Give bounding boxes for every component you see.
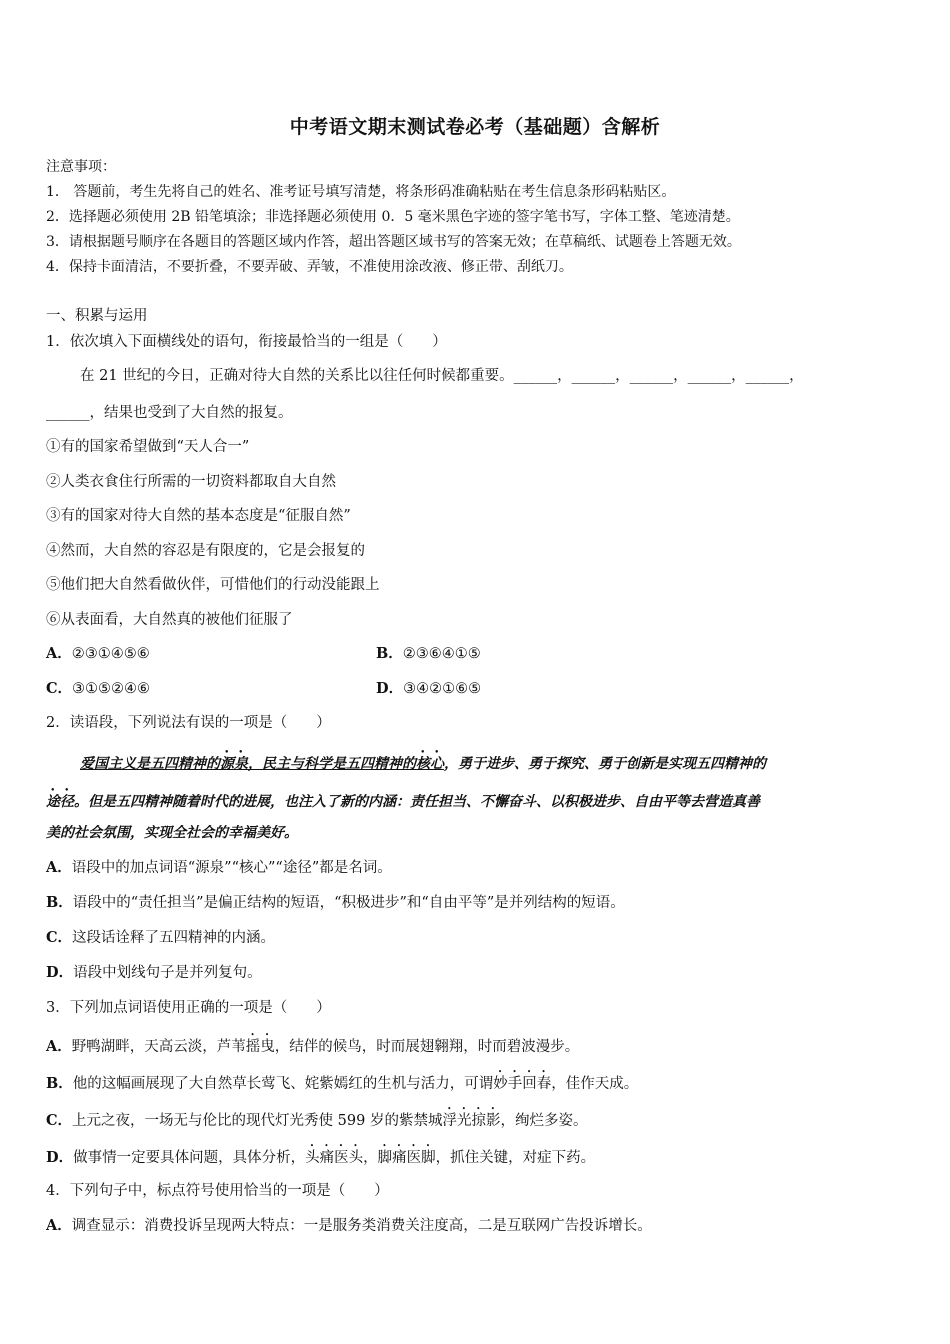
q1-option-b[interactable]: [376, 642, 481, 663]
passage-text: ，民主与科学是五四精神的: [248, 756, 416, 772]
option-text: ，佳作天成。: [551, 1076, 639, 1092]
q2-passage-line-2: [46, 785, 906, 811]
option-label: A．: [46, 859, 72, 876]
q1-item-5: ⑤他们把大自然看做伙伴，可惜他们的行动没能跟上: [46, 577, 380, 593]
q2-option-a[interactable]: [46, 856, 906, 877]
option-text: 调查显示：消费投诉呈现两大特点：一是服务类消费关注度高，二是互联网广告投诉增长。: [71, 1218, 652, 1234]
q4-option-a[interactable]: [46, 1214, 906, 1235]
dotted-word: 头痛医头: [305, 1150, 364, 1166]
q2-option-d[interactable]: [46, 961, 906, 982]
option-label: B．: [46, 894, 73, 911]
passage-text: ，勇于进步、勇于探究、勇于创新是实现五四精神的: [444, 756, 766, 772]
q1-item-6: ⑥从表面看，大自然真的被他们征服了: [46, 612, 293, 628]
option-label: D．: [46, 1149, 74, 1166]
option-text: ，结伴的候鸟，时而展翅翱翔，时而碧波漫步。: [274, 1039, 580, 1055]
dotted-word-core: 核心: [416, 756, 444, 772]
dotted-word-source: 源泉: [220, 756, 248, 772]
option-text: 做事情一定要具体问题，具体分析，: [73, 1150, 306, 1166]
q2-option-c[interactable]: [46, 926, 906, 947]
option-label: A．: [46, 645, 72, 662]
option-label: A．: [46, 1038, 72, 1055]
notice-heading: 注意事项：: [46, 159, 116, 175]
underlined-sentence: [80, 756, 444, 772]
notice-item-1: 1． 答题前，考生先将自己的姓名、准考证号填写清楚，将条形码准确粘贴在考生信息条形码粘贴区。: [46, 184, 676, 200]
q1-item-1: ①有的国家希望做到“天人合一”: [46, 439, 250, 455]
option-text: 语段中的“责任担当”是偏正结构的短语，“积极进步”和“自由平等”是并列结构的短语。: [72, 895, 625, 911]
option-label: B．: [376, 645, 403, 662]
option-label: C．: [46, 1112, 73, 1129]
q3-option-a[interactable]: [46, 1031, 906, 1056]
option-label: C．: [46, 929, 73, 946]
option-label: D．: [46, 964, 74, 981]
option-text: ③④②①⑥⑤: [403, 681, 482, 697]
q1-option-d[interactable]: [376, 677, 481, 698]
notice-item-4: 4．保持卡面清洁，不要折叠，不要弄破、弄皱，不准使用涂改液、修正带、刮纸刀。: [46, 259, 573, 275]
dotted-word-path: 途径: [46, 794, 74, 810]
dotted-word: 摇曳: [245, 1039, 275, 1055]
passage-text: 。但是五四精神随着时代的进展，也注入了新的内涵：责任担当、不懈奋斗、以积极进步、自由平等去营造真善: [74, 794, 760, 810]
option-text: 野鸭湖畔，天高云淡，芦苇: [71, 1039, 246, 1055]
option-text: ②③⑥④①⑤: [402, 646, 481, 662]
option-label: A．: [46, 1217, 72, 1234]
q3-option-b[interactable]: [46, 1068, 906, 1093]
dotted-word: 浮光掠影: [442, 1113, 501, 1129]
q2-passage-line-3: 美的社会氛围，实现全社会的幸福美好。: [46, 825, 298, 841]
dotted-word: 脚痛医脚: [377, 1150, 436, 1166]
notice-item-2: 2．选择题必须使用 2B 铅笔填涂；非选择题必须使用 0．5 毫米黑色字迹的签字笔书写，字体工整、笔迹清楚。: [46, 209, 740, 225]
q3-stem: 3．下列加点词语使用正确的一项是（ ）: [46, 1000, 331, 1016]
option-text: 他的这幅画展现了大自然草长莺飞、姹紫嫣红的生机与活力，可谓: [72, 1076, 494, 1092]
option-text: ③①⑤②④⑥: [72, 681, 151, 697]
section-heading: 一、积累与运用: [46, 308, 148, 324]
option-label: B．: [46, 1075, 73, 1092]
q1-item-2: ②人类衣食住行所需的一切资料都取自大自然: [46, 474, 336, 490]
q4-stem: 4．下列句子中，标点符号使用恰当的一项是（ ）: [46, 1183, 389, 1199]
option-label: D．: [376, 680, 404, 697]
passage-text: 爱国主义是五四精神的: [80, 756, 220, 772]
option-text: 这段话诠释了五四精神的内涵。: [72, 930, 276, 946]
option-text: ，: [363, 1150, 378, 1166]
q1-passage-line-2: ______，结果也受到了大自然的报复。: [46, 405, 293, 421]
option-text: 语段中的加点词语“源泉”“核心”“途径”都是名词。: [71, 860, 392, 876]
q1-item-3: ③有的国家对待大自然的基本态度是“征服自然”: [46, 508, 351, 524]
q2-passage-line-1: [80, 747, 906, 773]
q3-option-c[interactable]: [46, 1105, 906, 1130]
q1-option-c[interactable]: [46, 677, 366, 698]
notice-item-3: 3．请根据题号顺序在各题目的答题区域内作答，超出答题区域书写的答案无效；在草稿纸、试题卷上答题无效。: [46, 234, 741, 250]
document-title: 中考语文期末测试卷必考（基础题）含解析: [289, 116, 661, 138]
q1-option-a[interactable]: [46, 642, 366, 663]
option-label: C．: [46, 680, 73, 697]
q1-passage-line-1: 在 21 世纪的今日，正确对待大自然的关系比以往任何时候都重要。______，______，______，______，______，: [80, 368, 804, 384]
option-text: 语段中划线句子是并列复句。: [73, 965, 262, 981]
q1-stem: 1．依次填入下面横线处的语句，衔接最恰当的一组是（ ）: [46, 334, 447, 350]
q2-stem: 2．读语段，下列说法有误的一项是（ ）: [46, 715, 331, 731]
q3-option-d[interactable]: [46, 1142, 906, 1167]
option-text: ②③①④⑤⑥: [71, 646, 150, 662]
option-text: ，抓住关键，对症下药。: [435, 1150, 596, 1166]
option-text: ，绚烂多姿。: [500, 1113, 588, 1129]
dotted-word: 妙手回春: [493, 1076, 552, 1092]
option-text: 上元之夜，一场无与伦比的现代灯光秀使 599 岁的紫禁城: [72, 1113, 443, 1129]
q2-option-b[interactable]: [46, 891, 906, 912]
q1-item-4: ④然而，大自然的容忍是有限度的，它是会报复的: [46, 543, 365, 559]
